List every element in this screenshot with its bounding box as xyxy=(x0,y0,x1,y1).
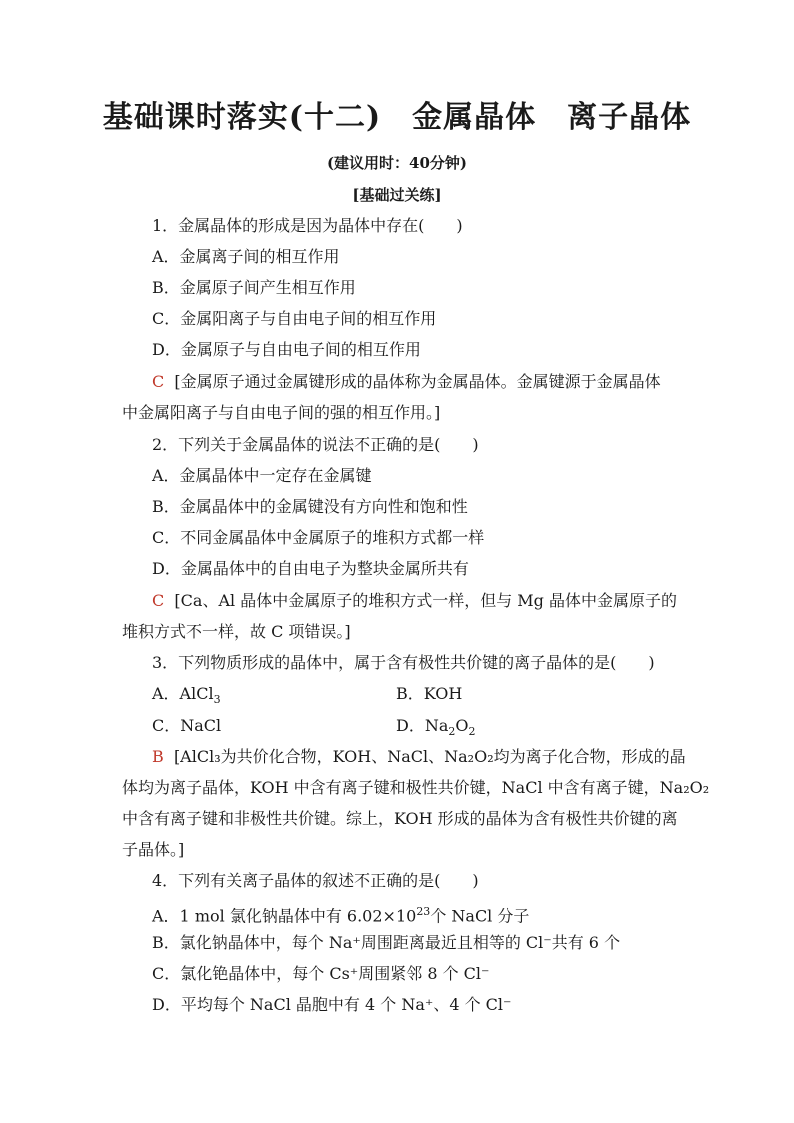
question-3-option-d: D．$Na_2O_2$ xyxy=(396,716,476,739)
question-1-option-d: D．金属原子与自由电子间的相互作用 xyxy=(152,340,421,359)
time-note: (建议用时：40分钟) xyxy=(326,154,468,172)
question-3-explanation xyxy=(152,746,686,768)
question-4-option-a: A．1 mol 氯化钠晶体中有 $6.02\times 10^{23}$个 NaCl 分子 xyxy=(152,905,530,926)
question-2-explanation-line-1: [Ca、Al 晶体中金属原子的堆积方式一样，但与 Mg 晶体中金属原子的 xyxy=(174,591,678,610)
question-4-option-c: C．氯化铯晶体中，每个 Cs⁺周围紧邻 8 个 Cl⁻ xyxy=(152,964,490,983)
question-1-option-c: C．金属阳离子与自由电子间的相互作用 xyxy=(152,309,437,328)
question-3-explanation-line-1: [AlCl₃为共价化合物，KOH、NaCl、Na₂O₂均为离子化合物，形成的晶 xyxy=(173,747,686,766)
question-2-option-d: D．金属晶体中的自由电子为整块金属所共有 xyxy=(152,559,469,578)
question-4-option-d: D．平均每个 NaCl 晶胞中有 4 个 Na⁺、4 个 Cl⁻ xyxy=(152,995,512,1014)
question-3-option-b: B．KOH xyxy=(396,684,463,703)
question-2-option-b: B．金属晶体中的金属键没有方向性和饱和性 xyxy=(152,497,468,516)
question-2-stem: 2．下列关于金属晶体的说法不正确的是( ) xyxy=(152,435,479,454)
question-2-answer: C xyxy=(152,591,165,610)
question-3-option-c: C．NaCl xyxy=(152,716,222,735)
question-4-stem: 4．下列有关离子晶体的叙述不正确的是( ) xyxy=(152,871,479,890)
question-2-option-a: A．金属晶体中一定存在金属键 xyxy=(152,466,372,485)
question-3-explanation-line-3: 中含有离子键和非极性共价键。综上，KOH 形成的晶体为含有极性共价键的离 xyxy=(122,809,678,828)
question-3-answer: B xyxy=(152,747,164,766)
question-4-option-b: B．氯化钠晶体中，每个 Na⁺周围距离最近且相等的 Cl⁻共有 6 个 xyxy=(152,933,621,952)
question-1-option-b: B．金属原子间产生相互作用 xyxy=(152,278,356,297)
section-heading: [基础过关练] xyxy=(352,186,442,204)
question-1-stem: 1．金属晶体的形成是因为晶体中存在( ) xyxy=(152,216,463,235)
question-2-option-c: C．不同金属晶体中金属原子的堆积方式都一样 xyxy=(152,528,485,547)
question-3-explanation-line-4: 子晶体。] xyxy=(122,840,185,859)
question-1-explanation-line-2: 中金属阳离子与自由电子间的强的相互作用。] xyxy=(122,403,441,422)
question-1-option-a: A．金属离子间的相互作用 xyxy=(152,247,340,266)
page-title: 基础课时落实(十二) 金属晶体 离子晶体 xyxy=(102,100,692,135)
question-3-option-a: A．AlCl$_3$ xyxy=(152,684,221,707)
question-3-explanation-line-2: 体均为离子晶体，KOH 中含有离子键和极性共价键，NaCl 中含有离子键，Na₂O₂ xyxy=(122,778,710,797)
question-1-explanation-line-1: [金属原子通过金属键形成的晶体称为金属晶体。金属键源于金属晶体 xyxy=(174,372,661,391)
question-1-answer: C xyxy=(152,372,165,391)
question-3-stem: 3．下列物质形成的晶体中，属于含有极性共价键的离子晶体的是( ) xyxy=(152,653,655,672)
question-2-explanation xyxy=(152,590,677,612)
question-1-explanation xyxy=(152,371,661,393)
question-2-explanation-line-2: 堆积方式不一样，故 C 项错误。] xyxy=(122,622,351,641)
